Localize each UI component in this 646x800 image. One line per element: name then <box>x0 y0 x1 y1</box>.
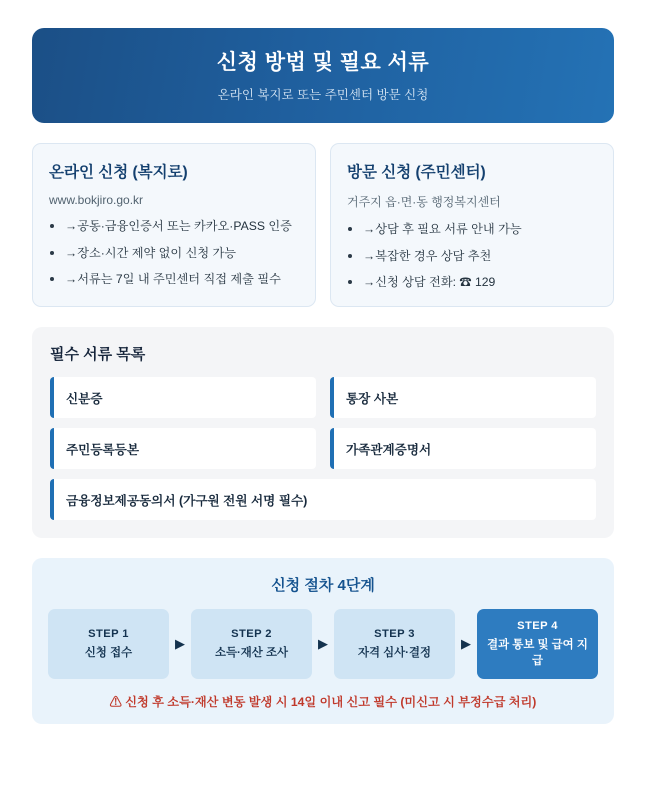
arrow-right-icon: ▶ <box>175 636 185 651</box>
page-title: 신청 방법 및 필요 서류 <box>216 51 430 74</box>
card-visit-application <box>330 143 614 307</box>
list-item: →상담 후 필요 서류 안내 가능 <box>347 221 597 239</box>
step-number: STEP 1 <box>88 627 129 640</box>
list-item: →장소·시간 제약 없이 신청 가능 <box>49 245 299 263</box>
card-subtitle: 거주지 읍·면·동 행정복지센터 <box>347 195 501 209</box>
steps-row <box>48 609 598 679</box>
step-2 <box>191 609 312 679</box>
step-number: STEP 3 <box>374 627 415 640</box>
step-1 <box>48 609 169 679</box>
header-banner <box>32 28 614 123</box>
card-subtitle: www.bokjiro.go.kr <box>49 193 144 207</box>
required-documents-section <box>32 327 614 538</box>
page-subtitle: 온라인 복지로 또는 주민센터 방문 신청 <box>217 88 429 102</box>
list-item: 가족관계증명서 <box>330 428 596 469</box>
step-number: STEP 2 <box>231 627 272 640</box>
arrow-right-icon: ▶ <box>318 636 328 651</box>
list-item: →공동·금융인증서 또는 카카오·PASS 인증 <box>49 218 299 236</box>
list-item: 금융정보제공동의서 (가구원 전원 서명 필수) <box>50 479 596 520</box>
card-online-application <box>32 143 316 307</box>
step-number: STEP 4 <box>517 620 558 633</box>
step-3 <box>334 609 455 679</box>
list-item: →복잡한 경우 상담 추천 <box>347 248 597 266</box>
card-title: 방문 신청 (주민센터) <box>347 164 486 181</box>
list-item: 통장 사본 <box>330 377 596 418</box>
step-label: 자격 심사·결정 <box>358 646 431 659</box>
step-label: 결과 통보 및 급여 지급 <box>487 639 588 667</box>
arrow-right-icon: ▶ <box>461 636 471 651</box>
application-method-cards <box>32 143 614 307</box>
list-item: →서류는 7일 내 주민센터 직접 제출 필수 <box>49 271 299 289</box>
card-bullet-list <box>49 218 299 289</box>
application-steps-section <box>32 558 614 724</box>
card-bullet-list <box>347 221 597 292</box>
card-title: 온라인 신청 (복지로) <box>49 164 188 181</box>
list-item: 주민등록등본 <box>50 428 316 469</box>
list-item: 신분증 <box>50 377 316 418</box>
step-label: 신청 접수 <box>84 646 133 659</box>
warning-note: ⚠ 신청 후 소득·재산 변동 발생 시 14일 이내 신고 필수 (미신고 시 부정수급 처리) <box>109 694 537 709</box>
step-4 <box>477 609 598 679</box>
documents-grid <box>50 377 596 520</box>
section-title: 신청 절차 4단계 <box>271 577 375 595</box>
list-item: →신청 상담 전화: ☎ 129 <box>347 274 597 292</box>
step-label: 소득·재산 조사 <box>215 646 288 659</box>
section-title: 필수 서류 목록 <box>50 346 146 364</box>
